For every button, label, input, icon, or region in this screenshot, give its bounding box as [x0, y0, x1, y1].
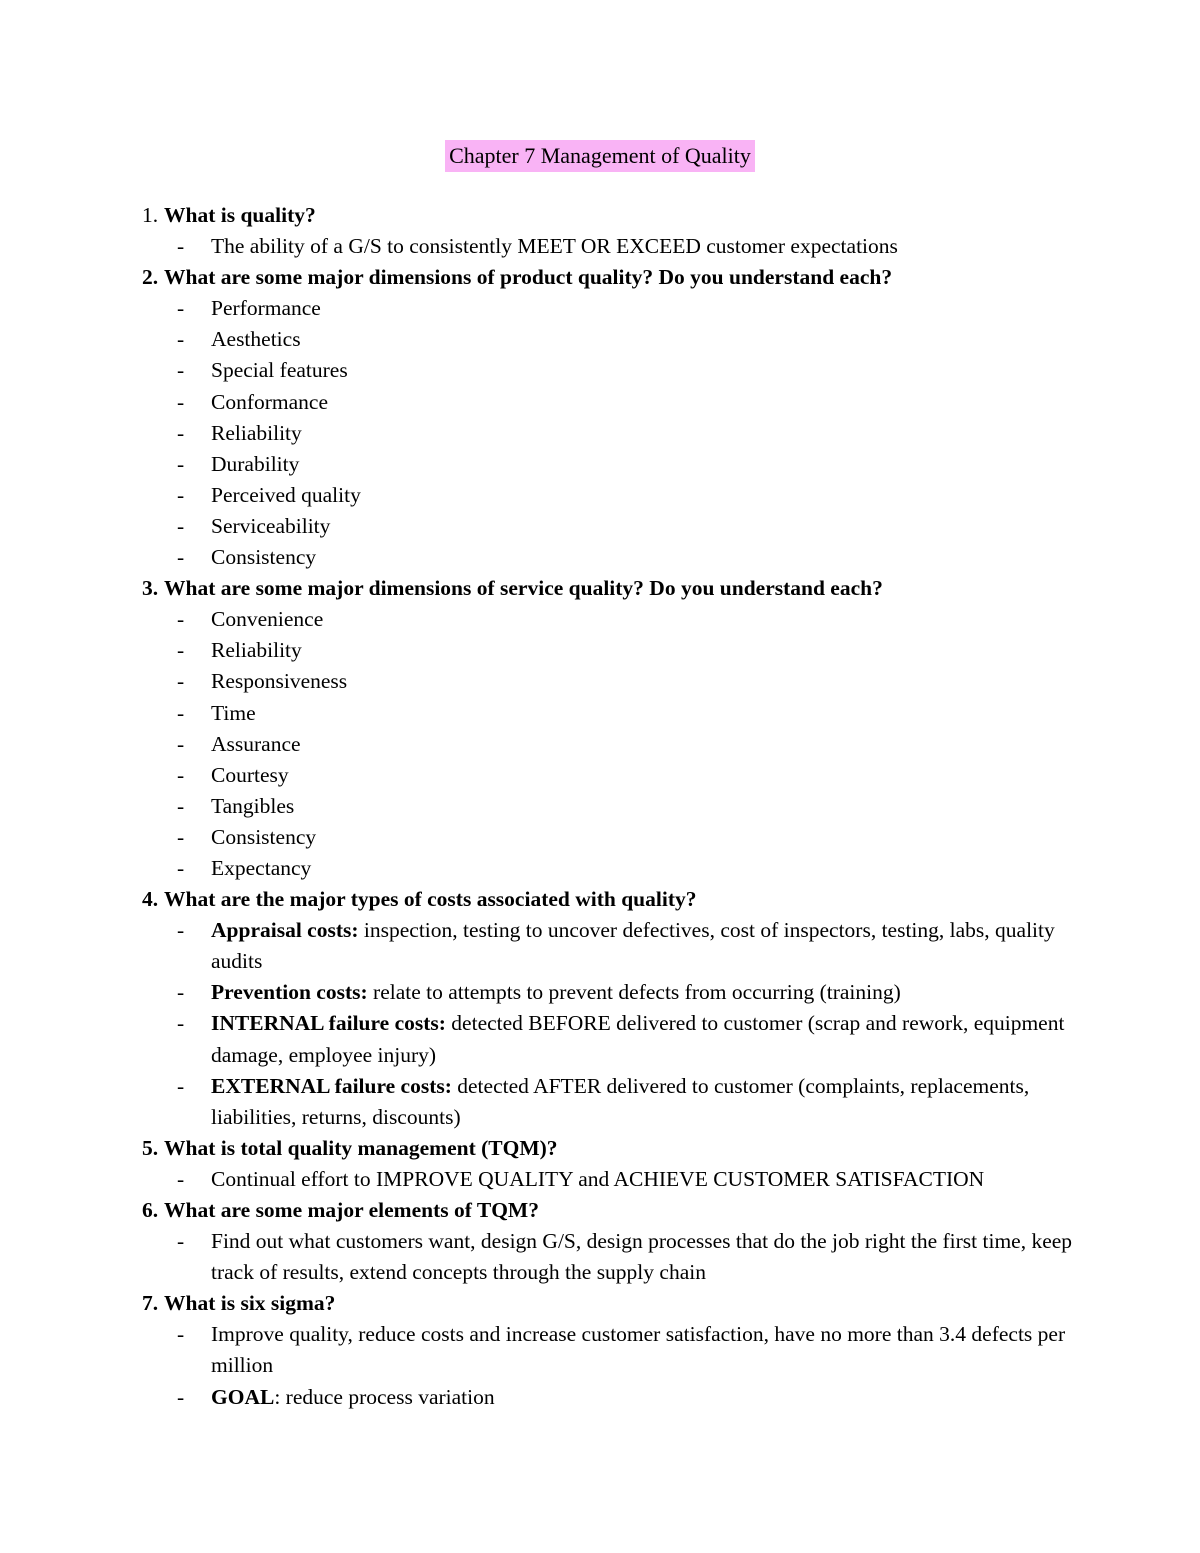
answer-text: Convenience — [211, 607, 324, 632]
question-3 — [142, 573, 1102, 604]
question-text: What are some major dimensions of service quality? Do you understand each? — [164, 576, 883, 601]
dash-bullet-icon: - — [177, 420, 185, 445]
answer-item — [142, 1164, 1102, 1195]
dash-bullet-icon: - — [177, 451, 185, 476]
answer-text: Aesthetics — [211, 327, 301, 352]
answer-term: Prevention costs: — [211, 980, 368, 1005]
answer-text: Continual effort to IMPROVE QUALITY and ACHIEVE CUSTOMER SATISFACTION — [211, 1166, 985, 1191]
question-number: 4. — [142, 887, 159, 912]
dash-bullet-icon: - — [177, 700, 185, 725]
answer-item — [142, 1071, 1102, 1133]
answer-item — [142, 355, 1102, 386]
question-text: What is total quality management (TQM)? — [164, 1135, 558, 1160]
question-1 — [142, 200, 1102, 231]
question-text: What is quality? — [164, 203, 316, 227]
question-4 — [142, 884, 1102, 915]
answer-term: INTERNAL failure costs: — [211, 1011, 446, 1036]
dash-bullet-icon: - — [177, 482, 185, 507]
answer-text: Special features — [211, 358, 348, 383]
answer-item — [142, 977, 1102, 1008]
answer-text: Expectancy — [211, 855, 312, 880]
question-7 — [142, 1288, 1102, 1319]
question-number: 1. — [142, 203, 159, 227]
dash-bullet-icon: - — [177, 1073, 185, 1098]
dash-bullet-icon: - — [177, 545, 185, 570]
dash-bullet-icon: - — [177, 1229, 185, 1254]
answer-item — [142, 511, 1102, 542]
question-text: What is six sigma? — [164, 1291, 336, 1316]
answer-text: The ability of a G/S to consistently MEET OR EXCEED customer expectations — [211, 234, 898, 259]
dash-bullet-icon: - — [177, 296, 185, 321]
answer-item — [142, 698, 1102, 729]
question-number: 5. — [142, 1135, 159, 1160]
question-list — [142, 200, 1102, 1413]
dash-bullet-icon: - — [177, 389, 185, 414]
dash-bullet-icon: - — [177, 793, 185, 818]
answer-text: relate to attempts to prevent defects from occurring (training) — [367, 980, 901, 1005]
question-number: 6. — [142, 1198, 159, 1222]
answer-item — [142, 1226, 1102, 1288]
answer-text: Assurance — [211, 731, 301, 756]
answer-text: Consistency — [211, 545, 317, 570]
question-6 — [142, 1195, 1102, 1226]
answer-item — [142, 449, 1102, 480]
answer-item — [142, 915, 1102, 977]
question-number: 7. — [142, 1291, 159, 1316]
answer-item — [142, 853, 1102, 884]
answer-term: GOAL — [211, 1384, 275, 1409]
answer-item — [142, 1382, 1102, 1413]
dash-bullet-icon: - — [177, 1011, 185, 1036]
answer-text: Find out what customers want, design G/S, design processes that do the job right the first time, keep track of results, extend concepts through the supply chain — [211, 1229, 1073, 1285]
question-2 — [142, 262, 1102, 293]
answer-text: Courtesy — [211, 762, 289, 787]
dash-bullet-icon: - — [177, 824, 185, 849]
dash-bullet-icon: - — [177, 327, 185, 352]
dash-bullet-icon: - — [177, 1384, 185, 1409]
answer-item — [142, 387, 1102, 418]
dash-bullet-icon: - — [177, 234, 185, 259]
answer-item — [142, 480, 1102, 511]
answer-text: Improve quality, reduce costs and increase customer satisfaction, have no more than 3.4 defects per million — [211, 1322, 1066, 1378]
answer-item — [142, 1319, 1102, 1381]
dash-bullet-icon: - — [177, 980, 185, 1005]
answer-item — [142, 822, 1102, 853]
title-row — [0, 140, 1200, 172]
answer-text: Perceived quality — [211, 482, 361, 507]
page-title: Chapter 7 Management of Quality — [445, 140, 755, 172]
question-5 — [142, 1133, 1102, 1164]
dash-bullet-icon: - — [177, 731, 185, 756]
answer-text: inspection, testing to uncover defectives, cost of inspectors, testing, labs, quality audits — [211, 918, 1055, 974]
answer-text: Consistency — [211, 824, 317, 849]
dash-bullet-icon: - — [177, 762, 185, 787]
answer-term: EXTERNAL failure costs: — [211, 1073, 452, 1098]
answer-item — [142, 1008, 1102, 1070]
question-text: What are the major types of costs associated with quality? — [164, 887, 697, 912]
answer-term: Appraisal costs: — [211, 918, 359, 943]
answer-item — [142, 324, 1102, 355]
answer-text: detected BEFORE delivered to customer (scrap and rework, equipment damage, employee injury) — [211, 1011, 1065, 1067]
answer-text: detected AFTER delivered to customer (complaints, replacements, liabilities, returns, discounts) — [211, 1073, 1030, 1129]
dash-bullet-icon: - — [177, 358, 185, 383]
question-number: 3. — [142, 576, 159, 601]
dash-bullet-icon: - — [177, 1166, 185, 1191]
dash-bullet-icon: - — [177, 918, 185, 943]
answer-item — [142, 542, 1102, 573]
question-number: 2. — [142, 265, 159, 290]
answer-text: Responsiveness — [211, 669, 348, 694]
answer-text: Reliability — [211, 638, 302, 663]
answer-text: Conformance — [211, 389, 329, 414]
answer-item — [142, 293, 1102, 324]
answer-item — [142, 791, 1102, 822]
answer-text: Reliability — [211, 420, 302, 445]
dash-bullet-icon: - — [177, 1322, 185, 1347]
answer-item — [142, 729, 1102, 760]
answer-text: Durability — [211, 451, 300, 476]
answer-item — [142, 231, 1102, 262]
answer-item — [142, 604, 1102, 635]
answer-text: Serviceability — [211, 513, 331, 538]
answer-text: Performance — [211, 296, 321, 321]
answer-item — [142, 666, 1102, 697]
answer-text: Time — [211, 700, 256, 725]
dash-bullet-icon: - — [177, 855, 185, 880]
dash-bullet-icon: - — [177, 638, 185, 663]
answer-item — [142, 760, 1102, 791]
question-text: What are some major elements of TQM? — [164, 1198, 539, 1222]
dash-bullet-icon: - — [177, 513, 185, 538]
answer-item — [142, 418, 1102, 449]
dash-bullet-icon: - — [177, 669, 185, 694]
answer-item — [142, 635, 1102, 666]
question-text: What are some major dimensions of product quality? Do you understand each? — [164, 265, 893, 290]
dash-bullet-icon: - — [177, 607, 185, 632]
answer-text: Tangibles — [211, 793, 295, 818]
answer-text: : reduce process variation — [274, 1384, 495, 1409]
